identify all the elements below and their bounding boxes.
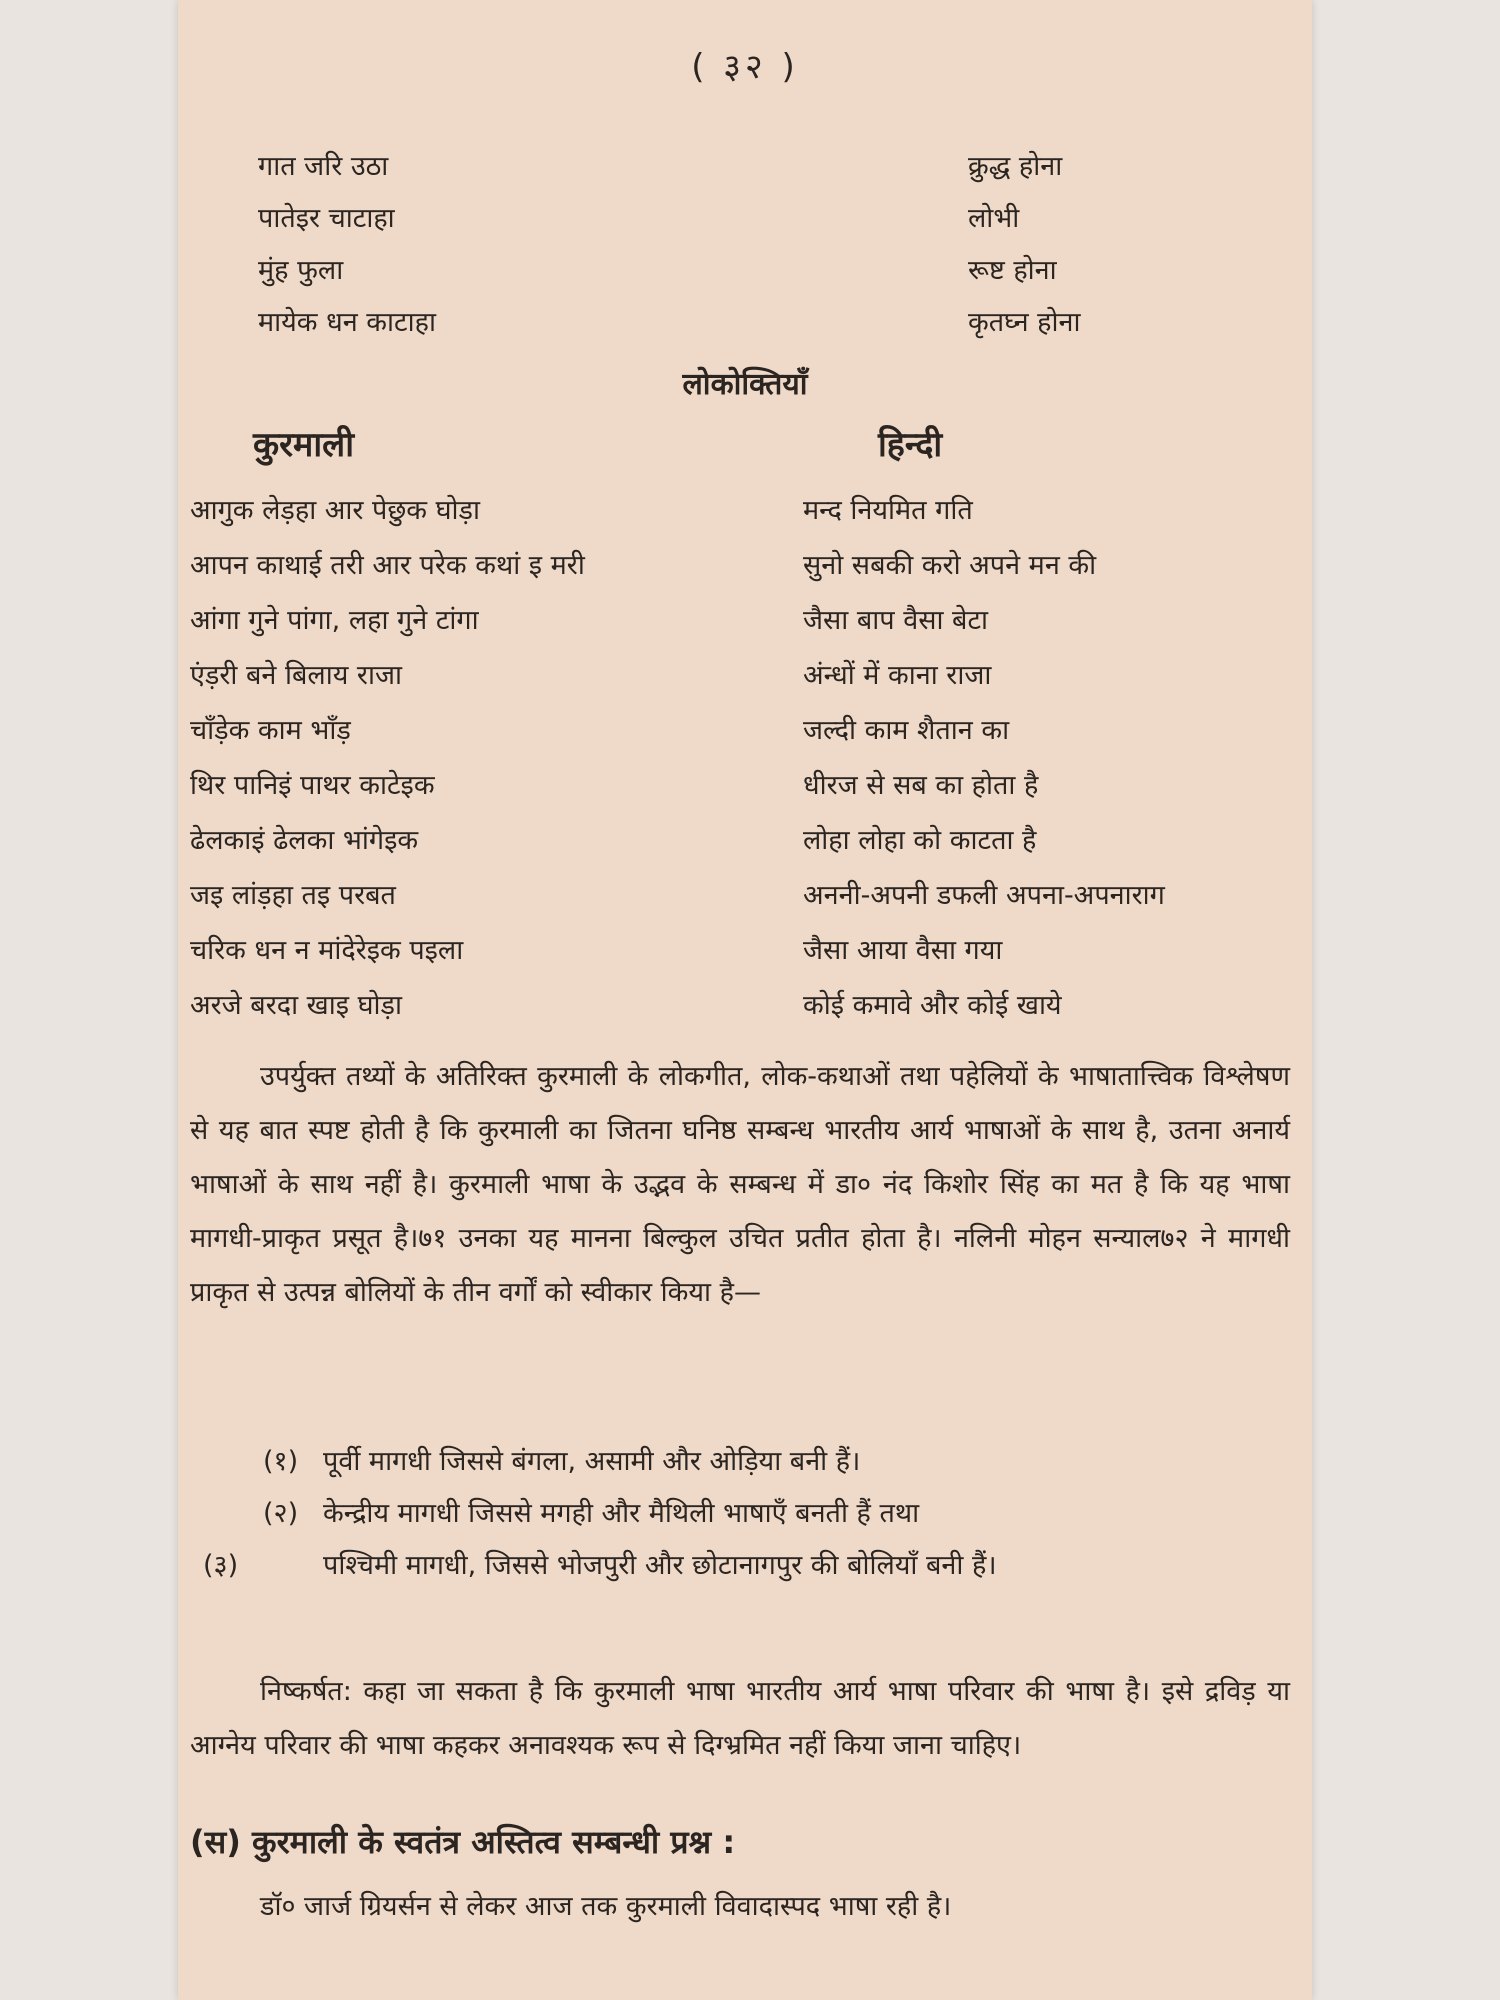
proverb-kurmali: ढेलकाइं ढेलका भांगेइक <box>190 825 419 856</box>
idiom-hindi: कृतघ्न होना <box>968 307 1081 338</box>
list-item <box>203 1539 1288 1593</box>
book-page <box>178 0 1312 2000</box>
page-number: ( ३२ ) <box>691 47 799 87</box>
proverb-kurmali: आंगा गुने पांगा, लहा गुने टांगा <box>190 605 479 636</box>
column-heading-kurmali: कुरमाली <box>253 425 355 465</box>
idiom-row <box>178 302 1312 348</box>
proverb-row <box>178 875 1312 921</box>
proverb-kurmali: थिर पानिइं पाथर काटेइक <box>190 770 435 801</box>
paragraph-grierson: डॉ० जार्ज ग्रियर्सन से लेकर आज तक कुरमाली विवादास्पद भाषा रही है। <box>260 1891 952 1922</box>
idiom-hindi: रूष्ट होना <box>968 255 1057 286</box>
idiom-kurmali: पातेइर चाटाहा <box>258 203 395 234</box>
proverb-hindi: जल्दी काम शैतान का <box>803 715 1010 746</box>
proverb-row <box>178 545 1312 591</box>
proverb-hindi: अंन्धों में काना राजा <box>803 660 992 691</box>
proverb-kurmali: आगुक लेड़हा आर पेछुक घोड़ा <box>190 495 480 526</box>
proverbs-title: लोकोक्तियाँ <box>682 367 808 402</box>
idiom-kurmali: गात जरि उठा <box>258 151 389 182</box>
proverb-kurmali: एंड़री बने बिलाय राजा <box>190 660 402 691</box>
section-heading-sa: (स) कुरमाली के स्वतंत्र अस्तित्व सम्बन्धी प्रश्न : <box>190 1823 736 1861</box>
list-text: केन्द्रीय मागधी जिससे मगही और मैथिली भाषाएँ बनती हैं तथा <box>323 1498 920 1529</box>
list-number: (१) <box>263 1446 299 1477</box>
proverb-kurmali: जइ लांड़हा तइ परबत <box>190 880 396 911</box>
list-number: (२) <box>263 1498 299 1529</box>
proverb-hindi: कोई कमावे और कोई खाये <box>803 990 1062 1021</box>
proverb-row <box>178 765 1312 811</box>
list-text: पूर्वी मागधी जिससे बंगला, असामी और ओड़िया बनी हैं। <box>323 1446 861 1477</box>
idiom-row <box>178 250 1312 296</box>
column-heading-hindi: हिन्दी <box>878 425 943 465</box>
paragraph-conclusion: निष्कर्षत: कहा जा सकता है कि कुरमाली भाषा भारतीय आर्य भाषा परिवार की भाषा है। इसे द्रविड़ या आग्नेय परिवार की भाषा कहकर अनावश्यक रूप से दिग्भ्रमित नहीं किया जाना चाहिए। <box>190 1676 1290 1761</box>
idiom-row <box>178 198 1312 244</box>
proverb-row <box>178 820 1312 866</box>
proverb-kurmali: आपन काथाई तरी आर परेक कथां इ मरी <box>190 550 585 581</box>
idiom-row <box>178 146 1312 192</box>
proverb-row <box>178 490 1312 536</box>
idiom-kurmali: मुंह फुला <box>258 255 344 286</box>
proverb-hindi: जैसा बाप वैसा बेटा <box>803 605 989 636</box>
proverb-kurmali: चाँड़ेक काम भाँड़ <box>190 715 351 746</box>
proverb-row <box>178 985 1312 1031</box>
idiom-hindi: क्रुद्ध होना <box>968 151 1063 182</box>
proverb-hindi: धीरज से सब का होता है <box>803 770 1039 801</box>
proverb-hindi: सुनो सबकी करो अपने मन की <box>803 550 1097 581</box>
paragraph-origin: उपर्युक्त तथ्यों के अतिरिक्त कुरमाली के लोकगीत, लोक-कथाओं तथा पहेलियों के भाषातात्त्विक विश्लेषण से यह बात स्पष्ट होती है कि कुरमाली का जितना घनिष्ठ सम्बन्ध भारतीय आर्य भाषाओं के साथ है, उतना अनार्य भाषाओं के साथ नहीं है। कुरमाली भाषा के उद्भव के सम्बन्ध में डा० नंद किशोर सिंह का मत है कि यह भाषा मागधी-प्राकृत प्रसूत है।७१ उनका यह मानना बिल्कुल उचित प्रतीत होता है। नलिनी मोहन सन्याल७२ ने मागधी प्राकृत से उत्पन्न बोलियों के तीन वर्गों को स्वीकार किया है— <box>190 1061 1290 1308</box>
proverb-kurmali: चरिक धन न मांदेरेइक पइला <box>190 935 464 966</box>
idiom-kurmali: मायेक धन काटाहा <box>258 307 436 338</box>
proverb-row <box>178 655 1312 701</box>
proverb-row <box>178 600 1312 646</box>
list-text: पश्चिमी मागधी, जिससे भोजपुरी और छोटानागपुर की बोलियाँ बनी हैं। <box>323 1550 997 1581</box>
list-number: (३) <box>203 1550 239 1581</box>
list-item <box>263 1435 1288 1489</box>
proverb-hindi: अननी-अपनी डफली अपना-अपनाराग <box>803 880 1165 911</box>
proverb-hindi: मन्द नियमित गति <box>803 495 973 526</box>
proverb-kurmali: अरजे बरदा खाइ घोड़ा <box>190 990 402 1021</box>
proverb-row <box>178 710 1312 756</box>
proverb-hindi: लोहा लोहा को काटता है <box>803 825 1037 856</box>
idiom-hindi: लोभी <box>968 203 1020 234</box>
list-item <box>263 1487 1288 1541</box>
proverb-hindi: जैसा आया वैसा गया <box>803 935 1003 966</box>
proverb-row <box>178 930 1312 976</box>
